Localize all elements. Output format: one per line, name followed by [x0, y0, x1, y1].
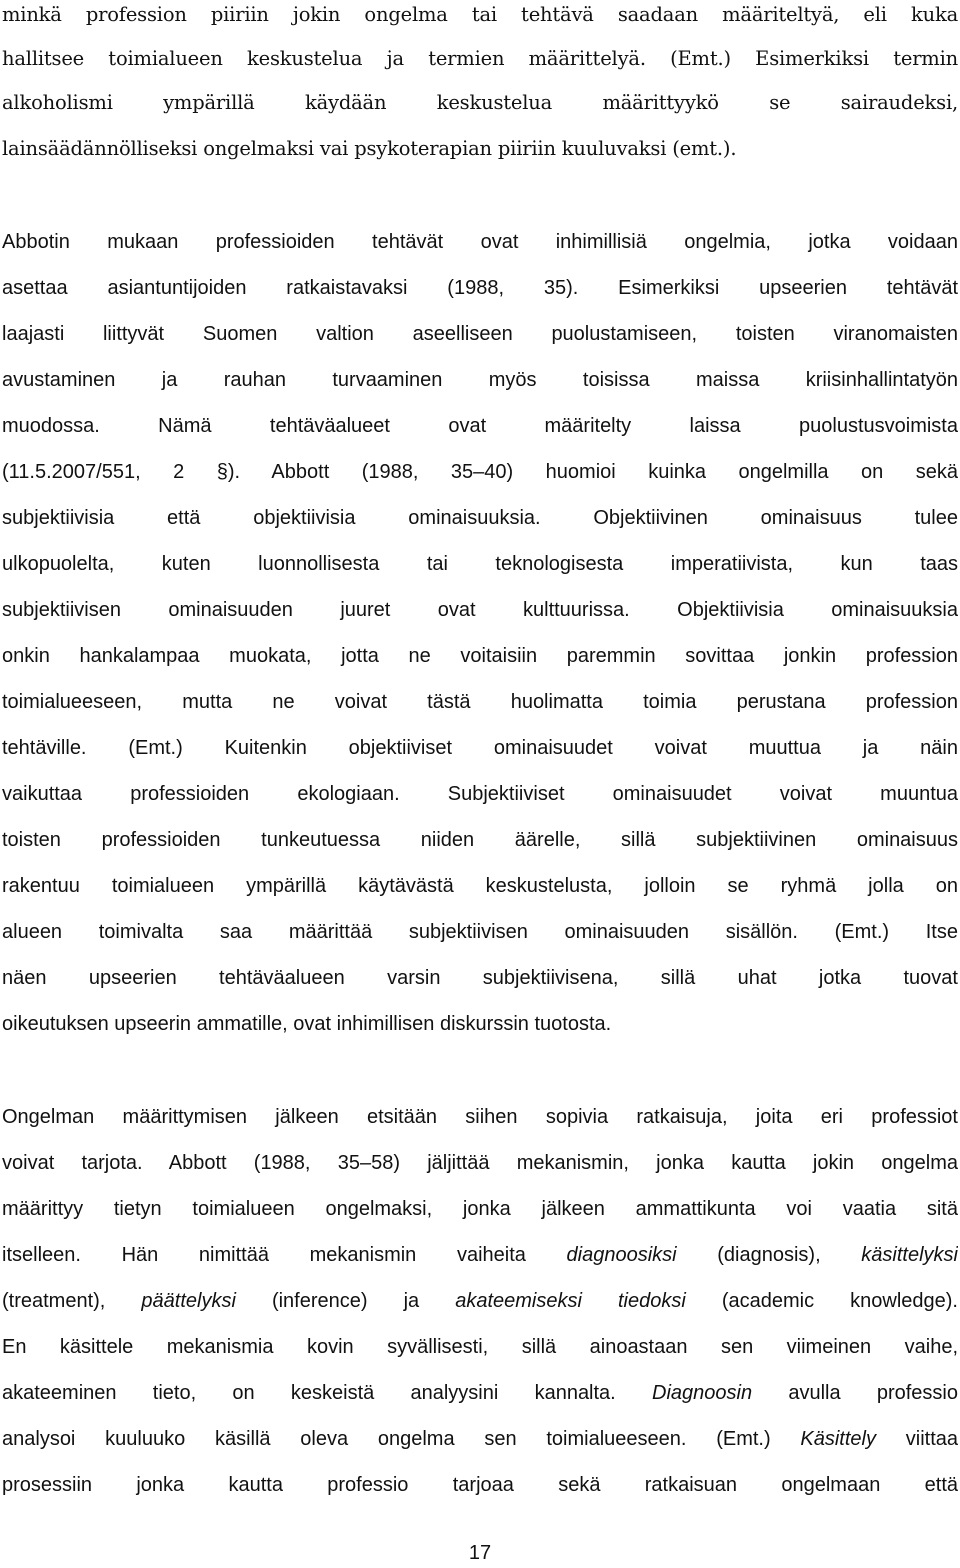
text-line: Ongelman määrittymisen jälkeen etsitään siihen sopivia ratkaisuja, joita eri professiot: [2, 1106, 958, 1128]
text-line: asettaa asiantuntijoiden ratkaistavaksi (1988, 35). Esimerkiksi upseerien tehtävät: [2, 277, 958, 299]
text-line: subjektiivisen ominaisuuden juuret ovat kulttuurissa. Objektiivisia ominaisuuksia: [2, 599, 958, 621]
text-line: onkin hankalampaa muokata, jotta ne voitaisiin paremmin sovittaa jonkin profession: [2, 645, 958, 667]
text-line: [2, 1378, 958, 1408]
text-line: rakentuu toimialueen ympärillä käytävästä keskustelusta, jolloin se ryhmä jolla on: [2, 875, 958, 897]
text-line: laajasti liittyvät Suomen valtion aseelliseen puolustamiseen, toisten viranomaisten: [2, 323, 958, 345]
italic-term: Käsittely: [800, 1428, 876, 1450]
text-run: itselleen. Hän nimittää mekanismin vaiheita: [2, 1244, 567, 1266]
text-run: (treatment),: [2, 1290, 142, 1312]
text-line: hallitsee toimialueen keskustelua ja termien määrittelyä. (Emt.) Esimerkiksi termin: [2, 47, 958, 70]
italic-term: päättelyksi: [141, 1290, 236, 1312]
text-line: [2, 1240, 958, 1270]
text-line: muodossa. Nämä tehtäväalueet ovat määritelty laissa puolustusvoimista: [2, 415, 958, 437]
text-run: avulla professio: [752, 1382, 958, 1404]
italic-term: Diagnoosin: [652, 1382, 753, 1404]
text-line: määrittyy tietyn toimialueen ongelmaksi, jonka jälkeen ammattikunta voi vaatia sitä: [2, 1198, 958, 1220]
text-run: (diagnosis),: [676, 1244, 862, 1266]
text-run: analysoi kuuluuko käsillä oleva ongelma sen toimialueeseen. (Emt.): [2, 1428, 801, 1450]
text-line: alueen toimivalta saa määrittää subjektiivisen ominaisuuden sisällön. (Emt.) Itse: [2, 921, 958, 943]
text-run: viittaa: [875, 1428, 958, 1450]
text-line: minkä profession piiriin jokin ongelma tai tehtävä saadaan määriteltyä, eli kuka: [2, 3, 958, 26]
text-line: oikeutuksen upseerin ammatille, ovat inhimillisen diskurssin tuotosta.: [2, 1013, 612, 1035]
text-line: alkoholismi ympärillä käydään keskustelua määrittyykö se sairaudeksi,: [2, 91, 958, 114]
italic-term: diagnoosiksi: [566, 1244, 677, 1266]
text-line: [2, 1286, 958, 1316]
text-line: En käsittele mekanismia kovin syvällisesti, sillä ainoastaan sen viimeinen vaihe,: [2, 1336, 958, 1358]
text-run: (academic knowledge).: [685, 1290, 958, 1312]
text-line: lainsäädännölliseksi ongelmaksi vai psykoterapian piiriin kuuluvaksi (emt.).: [2, 137, 737, 160]
text-line: Abbotin mukaan professioiden tehtävät ovat inhimillisiä ongelmia, jotka voidaan: [2, 231, 958, 253]
text-line: ulkopuolelta, kuten luonnollisesta tai teknologisesta imperatiivista, kun taas: [2, 553, 958, 575]
text-line: voivat tarjota. Abbott (1988, 35–58) jäljittää mekanismin, jonka kautta jokin ongelma: [2, 1152, 958, 1174]
text-line: prosessiin jonka kautta professio tarjoaa sekä ratkaisuan ongelmaan että: [2, 1474, 958, 1496]
italic-term: käsittelyksi: [861, 1244, 958, 1266]
text-line: vaikuttaa professioiden ekologiaan. Subjektiiviset ominaisuudet voivat muuntua: [2, 783, 958, 805]
text-line: [2, 1424, 958, 1454]
text-line: avustaminen ja rauhan turvaaminen myös toisissa maissa kriisinhallintatyön: [2, 369, 958, 391]
page-number: 17: [468, 1542, 492, 1564]
text-line: (11.5.2007/551, 2 §). Abbott (1988, 35–40) huomioi kuinka ongelmilla on sekä: [2, 461, 958, 483]
text-line: toimialueeseen, mutta ne voivat tästä huolimatta toimia perustana profession: [2, 691, 958, 713]
italic-term: akateemiseksi tiedoksi: [455, 1290, 686, 1312]
text-line: näen upseerien tehtäväalueen varsin subjektiivisena, sillä uhat jotka tuovat: [2, 967, 958, 989]
text-line: tehtäville. (Emt.) Kuitenkin objektiiviset ominaisuudet voivat muuttua ja näin: [2, 737, 958, 759]
text-line: toisten professioiden tunkeutuessa niiden äärelle, sillä subjektiivinen ominaisuus: [2, 829, 958, 851]
text-run: akateeminen tieto, on keskeistä analyysini kannalta.: [2, 1382, 652, 1404]
text-line: subjektiivisia että objektiivisia ominaisuuksia. Objektiivinen ominaisuus tulee: [2, 507, 958, 529]
text-run: (inference) ja: [235, 1290, 456, 1312]
